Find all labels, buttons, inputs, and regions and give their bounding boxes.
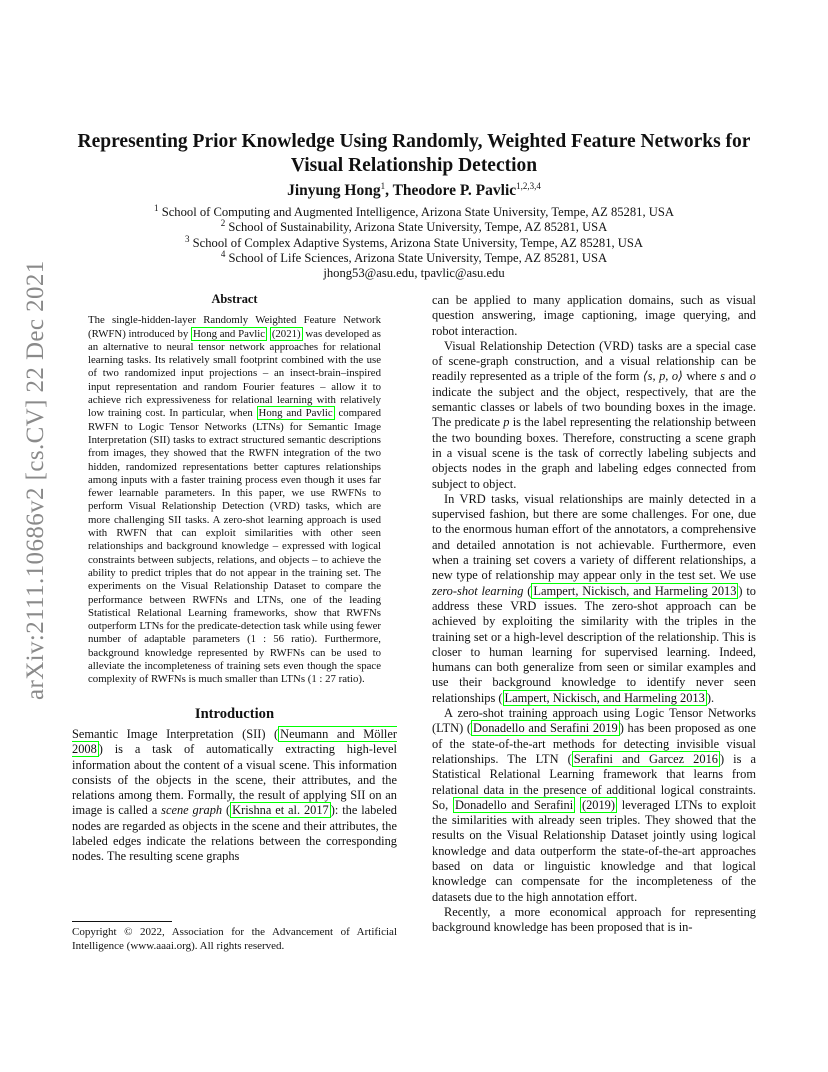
right-column — [432, 293, 756, 935]
affiliation — [72, 233, 756, 251]
body-text: ) is a Statistical Relational Learning framework that learns from relational data in the presence of additional logical constraints. So, — [432, 751, 757, 812]
citation-link[interactable]: (2019) — [581, 797, 615, 812]
math-symbol: s — [720, 369, 725, 384]
body-text: In VRD tasks, visual relationships are mainly detected in a supervised fashion, but there are some challenges. For one, due to the enormous human effort of the annotators, a comprehensive and detailed annotation is not achievable. Furthermore, even when a training set covers a variety of different relationships, a new type of relationship may appear only in the test set. We use — [432, 491, 756, 583]
author-superscript: 1 — [380, 180, 386, 191]
author-name: Theodore P. Pavlic — [392, 182, 517, 199]
affiliation — [72, 220, 756, 235]
body-text: ( — [222, 803, 231, 818]
affiliation — [72, 248, 756, 266]
citation-link[interactable]: Lampert, Nickisch, and Harmeling 2013 — [504, 690, 705, 705]
intro-paragraph — [72, 727, 397, 865]
citation-link[interactable]: Lampert, Nickisch, and Harmeling 2013 — [533, 583, 737, 598]
arxiv-identifier: arXiv:2111.10686v2 [cs.CV] 22 Dec 2021 — [22, 260, 49, 700]
affiliation-text: School of Sustainability, Arizona State University, Tempe, AZ 85281, USA — [228, 220, 608, 235]
body-text: and — [724, 369, 750, 384]
emphasis-term: zero-shot learning — [432, 583, 524, 598]
body-text: where — [682, 369, 721, 384]
affiliation — [72, 202, 756, 220]
citation-link[interactable]: Hong and Pavlic — [193, 327, 266, 340]
citation-link[interactable]: Donadello and Serafini 2019 — [473, 721, 618, 736]
affiliation-text: School of Computing and Augmented Intelligence, Arizona State University, Tempe, AZ 85281, USA — [161, 205, 674, 219]
body-text: leveraged LTNs to exploit the similarities with already seen triples. They showed that the results on the Visual Relationship Dataset jointly using logical knowledge and data outperform the state-of-the-art approaches based on data or linguistic knowledge and that logical knowledge can compensate for the incompleteness of the datasets due to the high annotation effort. — [432, 797, 756, 904]
body-paragraph: can be applied to many application domains, such as visual question answering, image captioning, image querying, and robot interaction. — [432, 293, 756, 338]
body-text: ) is a task of automatically extracting high-level information about the content of a visual scene. This information consists of the objects in the scene, their attributes, and the relations among them. Formally, the result of applying SII on an image is called a — [72, 742, 397, 818]
math-symbol: o — [749, 369, 756, 384]
affiliation-number: 1 — [154, 202, 159, 213]
body-text: ( — [523, 583, 532, 598]
body-paragraph — [432, 706, 756, 905]
author-emails: jhong53@asu.edu, tpavlic@asu.edu — [323, 266, 505, 281]
footnote-divider — [72, 921, 172, 922]
body-text: indicate the subject and the object, respectively, that are the semantic classes or labels of two bounding boxes in the image. The predicate — [432, 384, 756, 430]
left-column — [72, 292, 397, 865]
abstract-text: was developed as an alternative to neural tensor network approaches for relational learning tasks. Its relatively small footprint combined with the use of two randomized input projections – an insect-brain–inspired input representation and random Fourier features – allow it to achieve rich expressiveness for relational learning with relatively low training cost. In particular, when — [88, 327, 381, 420]
body-text: ). — [706, 690, 715, 705]
body-paragraph: Recently, a more economical approach for representing background knowledge has been proposed that is in- — [432, 904, 756, 935]
body-text: ): the labeled nodes are regarded as objects in the scene and their attributes, the labeled edges indicate the relations between the corresponding nodes. The resulting scene graphs — [72, 803, 397, 864]
citation-link[interactable]: Serafini and Garcez 2016 — [573, 751, 718, 766]
copyright-footnote: Copyright © 2022, Association for the Advancement of Artificial Intelligence (www.aaai.org). All rights reserved. — [72, 926, 397, 952]
section-heading-introduction: Introduction — [194, 705, 275, 722]
affiliations — [72, 202, 756, 281]
abstract-body — [72, 314, 397, 686]
paper-title: Representing Prior Knowledge Using Randomly, Weighted Feature Networks for Visual Relationship Detection — [77, 131, 751, 176]
body-text: A zero-shot training approach using Logic Tensor Networks (LTN) ( — [432, 706, 756, 736]
body-paragraph — [432, 492, 756, 706]
math-symbol: p — [503, 415, 510, 430]
author-line — [72, 181, 756, 201]
author-separator: , — [385, 182, 393, 199]
emphasis-term: scene graph — [161, 803, 223, 818]
citation-link[interactable]: Krishna et al. 2017 — [232, 803, 329, 818]
citation-link[interactable]: Donadello and Serafini — [454, 797, 574, 812]
abstract-text: The single-hidden-layer Randomly Weighted Feature Network (RWFN) introduced by — [88, 314, 381, 340]
affiliation-number: 2 — [220, 218, 226, 229]
math-triple: ⟨s, p, o⟩ — [642, 369, 683, 384]
citation-link[interactable]: Neumann and Möller 2008 — [72, 726, 397, 757]
body-text: ) has been proposed as one of the state-of-the-art methods for detecting invisible visual relationships. The LTN ( — [432, 721, 756, 766]
abstract-heading: Abstract — [211, 292, 258, 306]
affiliation-number: 4 — [220, 248, 226, 259]
body-text: is the label representing the relationship between the two bounding boxes. Therefore, constructing a scene graph in a visual scene is the task of correctly labeling subjects and objects nodes in the graph and labeling edges connected from subject to object. — [432, 415, 756, 491]
author-name: Jinyung Hong — [287, 182, 381, 199]
affiliation-text: School of Complex Adaptive Systems, Arizona State University, Tempe, AZ 85281, USA — [192, 235, 643, 250]
body-text: ) to address these VRD issues. The zero-shot approach can be achieved by exploiting the similarity with the triples in the training set or a high-level description of the relationship. This is closer to human learning for supervised learning. Indeed, humans can both generalize from seen or similar examples and use their background knowledge to identify never seen relationships ( — [432, 583, 756, 705]
body-text: Semantic Image Interpretation (SII) ( — [72, 726, 279, 741]
body-paragraph — [432, 339, 756, 492]
affiliation-text: School of Life Sciences, Arizona State University, Tempe, AZ 85281, USA — [228, 250, 608, 265]
abstract-text: compared RWFN to Logic Tensor Networks (LTNs) for Semantic Image Interpretation (SII) tasks to extract structured semantic descriptions from images, they showed that the RWFN integration of the two hidden, randomized representations better captures relationships among inputs with a faster training process even though it uses far fewer learnable parameters. In this paper, we use RWFNs to perform Visual Relationship Detection (VRD) tasks, which are more challenging SII tasks. A zero-shot learning approach is used with RWFN that can exploit similarities with other seen relationships and background knowledge – expressed with logical constraints between subjects, relations, and objects – to achieve the ability to predict triples that do not appear in the training set. The experiments on the Visual Relationship Dataset to compare the performance between RWFNs and LTNs, one of the leading Statistical Relational Learning frameworks, show that RWFNs outperform LTNs for the predicate-detection task while using fewer number of adaptable parameters (1 : 56 ratio). Furthermore, background knowledge represented by RWFNs can be used to alleviate the incompleteness of training sets even though the space complexity of RWFNs is much smaller than LTNs (1 : 27 ratio). — [88, 407, 382, 686]
affiliation-number: 3 — [184, 233, 190, 244]
citation-link[interactable]: (2021) — [271, 327, 301, 340]
author-superscript: 1,2,3,4 — [516, 180, 541, 191]
body-text: Visual Relationship Detection (VRD) tasks are a special case of scene-graph construction, and a visual relationship can be readily represented as a triple of the form — [432, 338, 756, 384]
citation-link[interactable]: Hong and Pavlic — [258, 407, 333, 420]
